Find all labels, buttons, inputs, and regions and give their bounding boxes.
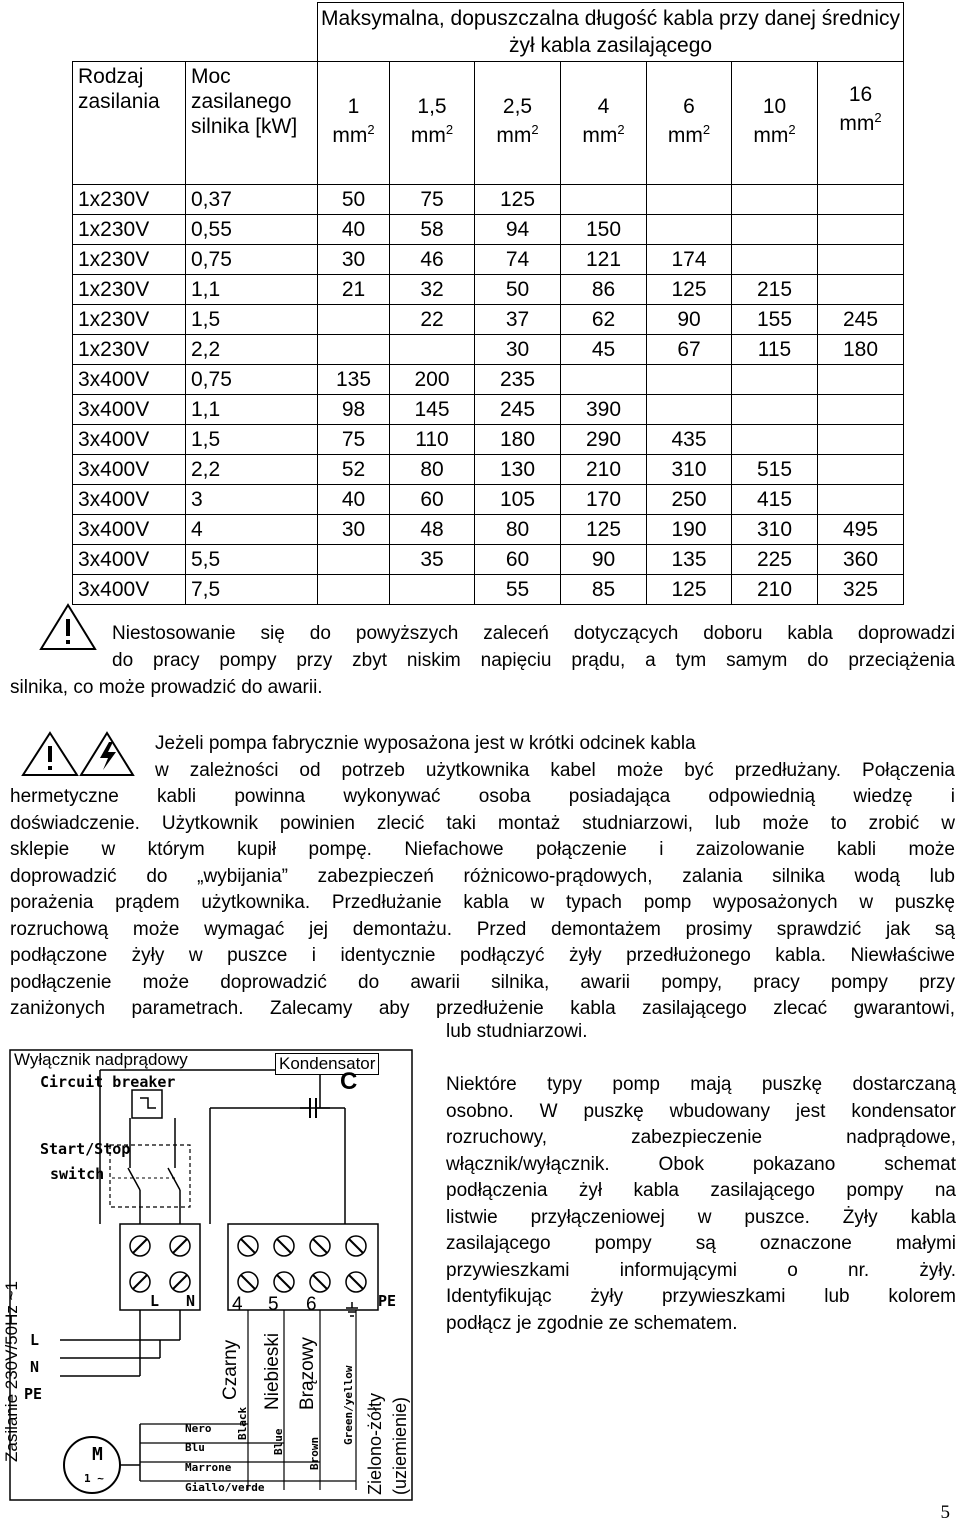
table-title: Maksymalna, dopuszczalna długość kabla przy danej średnicy żył kabla zasilającego: [318, 3, 904, 62]
length-cell: 250: [647, 485, 732, 515]
description-line: Identyfikując żyły przywieszkami lub kolorem: [446, 1286, 956, 1307]
length-cell: 415: [732, 485, 818, 515]
warning2-line: podłączenie może doprowadzić do awarii silnika, awarii pompy, pracy pompy przy: [10, 971, 955, 993]
wire-brown-label: Brown: [308, 1436, 321, 1470]
length-cell: 170: [561, 485, 647, 515]
length-cell: 58: [390, 215, 475, 245]
warning2-line: porażenia prądem użytkownika. Przedłużanie kabla w typach pomp wyposażonych w puszkę: [10, 892, 955, 913]
supply-cell: 3x400V: [73, 455, 186, 485]
length-cell: [818, 485, 904, 515]
length-cell: 30: [318, 245, 390, 275]
left-PE-label: PE: [24, 1385, 43, 1403]
length-cell: 90: [647, 305, 732, 335]
power-cell: 2,2: [186, 455, 318, 485]
length-cell: [818, 425, 904, 455]
col-supply-header: Rodzaj zasilania: [73, 62, 186, 185]
length-cell: 125: [647, 275, 732, 305]
length-cell: 135: [647, 545, 732, 575]
length-cell: [318, 305, 390, 335]
table-row: [73, 425, 904, 455]
description-line: rozruchowy, zabezpieczenie nadprądowe,: [446, 1127, 956, 1148]
table-row: [73, 455, 904, 485]
description-line: włącznik/wyłącznik. Obok pokazano schemat: [446, 1153, 956, 1175]
length-cell: 125: [475, 185, 561, 215]
length-cell: 86: [561, 275, 647, 305]
warning2-line: zaniżonych parametrach. Zalecamy aby przedłużenie kabla zasilającego zlecać gwarantowi,: [10, 998, 955, 1019]
breaker-symbol: [132, 1090, 162, 1118]
terminal-PE-label: PE: [378, 1292, 397, 1310]
length-cell: 235: [475, 365, 561, 395]
power-cell: 1,5: [186, 425, 318, 455]
description-line: przywieszkami informującymi o nr. żyły.: [446, 1259, 956, 1281]
capacitor-label-pl: Kondensator: [275, 1053, 379, 1075]
size-header: 16 $mm^2$: [818, 62, 904, 185]
length-cell: 98: [318, 395, 390, 425]
length-cell: 50: [318, 185, 390, 215]
length-cell: [318, 575, 390, 605]
motor-label: M: [92, 1444, 103, 1465]
length-cell: 55: [475, 575, 561, 605]
warning2-paragraph: [10, 784, 955, 1023]
color-zielono-label: Zielono-żółty: [365, 1392, 385, 1495]
power-cell: 0,75: [186, 245, 318, 275]
terminal-N-label: N: [186, 1292, 196, 1310]
length-cell: 515: [732, 455, 818, 485]
supply-cell: 3x400V: [73, 485, 186, 515]
table-row: [73, 485, 904, 515]
power-cell: 0,37: [186, 185, 318, 215]
length-cell: 94: [475, 215, 561, 245]
power-cell: 1,1: [186, 275, 318, 305]
table-row: [73, 365, 904, 395]
length-cell: 52: [318, 455, 390, 485]
supply-cell: 3x400V: [73, 395, 186, 425]
supply-cell: 3x400V: [73, 545, 186, 575]
power-cell: 1,1: [186, 395, 318, 425]
warning2-line: rozruchową może wymagać jej demontażu. Przed demontażem prosimy sprawdzić jak są: [10, 918, 955, 940]
length-cell: [561, 185, 647, 215]
wire-greenyellow-label: Green/yellow: [342, 1365, 355, 1445]
length-cell: 75: [390, 185, 475, 215]
it-nero-label: Nero: [185, 1422, 212, 1435]
size-header: 2,5 $mm^2$: [475, 62, 561, 185]
length-cell: 121: [561, 245, 647, 275]
table-row: [73, 305, 904, 335]
length-cell: [561, 365, 647, 395]
capacitor-symbol-label: C: [340, 1068, 358, 1095]
length-cell: [647, 365, 732, 395]
length-cell: 22: [390, 305, 475, 335]
length-cell: [818, 215, 904, 245]
supply-cell: 1x230V: [73, 305, 186, 335]
length-cell: 30: [475, 335, 561, 365]
color-brazowy-label: Brązowy: [297, 1337, 318, 1410]
length-cell: 245: [475, 395, 561, 425]
electric-shock-icon: [78, 730, 136, 778]
length-cell: 245: [818, 305, 904, 335]
length-cell: 125: [647, 575, 732, 605]
length-cell: [390, 335, 475, 365]
length-cell: [818, 455, 904, 485]
supply-cell: 1x230V: [73, 275, 186, 305]
length-cell: 435: [647, 425, 732, 455]
length-cell: [647, 215, 732, 245]
supply-cell: 3x400V: [73, 425, 186, 455]
table-row: [73, 515, 904, 545]
length-cell: 105: [475, 485, 561, 515]
length-cell: 30: [318, 515, 390, 545]
length-cell: 145: [390, 395, 475, 425]
length-cell: 80: [475, 515, 561, 545]
length-cell: [390, 575, 475, 605]
length-cell: [732, 215, 818, 245]
length-cell: 135: [318, 365, 390, 395]
warning-triangle-icon: [20, 730, 80, 778]
length-cell: [818, 395, 904, 425]
description-line: zasilającego pompy są oznaczone małymi: [446, 1233, 956, 1254]
warning2-line: lub studniarzowi.: [446, 1021, 588, 1042]
table-row: [73, 395, 904, 425]
wire-black-label: Black: [236, 1406, 249, 1440]
length-cell: 495: [818, 515, 904, 545]
pump-box-description: [446, 1072, 956, 1337]
breaker-label-en: Circuit breaker: [40, 1073, 176, 1091]
length-cell: 155: [732, 305, 818, 335]
length-cell: 110: [390, 425, 475, 455]
description-line: osobno. W puszkę wbudowany jest kondensator: [446, 1100, 956, 1122]
warning2-line: doprowadzić do „wybijania” zabezpieczeń różnicowo-prądowych, zalania silnika wodą lub: [10, 865, 955, 887]
length-cell: 310: [732, 515, 818, 545]
power-cell: 7,5: [186, 575, 318, 605]
supply-cell: 1x230V: [73, 215, 186, 245]
table-row: [73, 185, 904, 215]
length-cell: 45: [561, 335, 647, 365]
length-cell: 125: [561, 515, 647, 545]
table-body: [73, 185, 904, 605]
length-cell: 150: [561, 215, 647, 245]
power-cell: 3: [186, 485, 318, 515]
description-line: listwie przyłączeniowej w puszce. Żyły kabla: [446, 1206, 956, 1228]
terminal-6-label: 6: [306, 1294, 317, 1315]
length-cell: 310: [647, 455, 732, 485]
wire-blue-label: Blue: [272, 1428, 285, 1455]
left-L-label: L: [30, 1331, 40, 1349]
table-row: [73, 245, 904, 275]
length-cell: 74: [475, 245, 561, 275]
length-cell: 325: [818, 575, 904, 605]
description-line: podłącz je zgodnie ze schematem.: [446, 1312, 738, 1334]
table-row: [73, 335, 904, 365]
length-cell: 210: [732, 575, 818, 605]
length-cell: 115: [732, 335, 818, 365]
length-cell: 390: [561, 395, 647, 425]
length-cell: 37: [475, 305, 561, 335]
size-header: 4 $mm^2$: [561, 62, 647, 185]
cable-length-table: [72, 2, 904, 605]
length-cell: 180: [818, 335, 904, 365]
power-cell: 0,55: [186, 215, 318, 245]
terminal-5-label: 5: [268, 1294, 279, 1315]
supply-cell: 3x400V: [73, 575, 186, 605]
length-cell: 62: [561, 305, 647, 335]
size-header: 1 $mm^2$: [318, 62, 390, 185]
power-cell: 4: [186, 515, 318, 545]
supply-cell: 1x230V: [73, 245, 186, 275]
description-line: podłączenia żył kabla zasilającego pompy na: [446, 1180, 956, 1201]
length-cell: 21: [318, 275, 390, 305]
size-header: 1,5 $mm^2$: [390, 62, 475, 185]
warning2-line: sklepie w którym kupił pompę. Niefachowe połączenie i zaizolowanie kabli może: [10, 839, 955, 860]
description-line: Niektóre typy pomp mają puszkę dostarczaną: [446, 1074, 956, 1095]
warning2-line: doświadczenie. Użytkownik powinien zlecić taki montaż studniarzowi, lub może to zrobić w: [10, 812, 955, 834]
length-cell: 290: [561, 425, 647, 455]
length-cell: 215: [732, 275, 818, 305]
length-cell: 200: [390, 365, 475, 395]
length-cell: 67: [647, 335, 732, 365]
col-power-header: Moc zasilanego silnika [kW]: [186, 62, 318, 185]
supply-cell: 1x230V: [73, 335, 186, 365]
length-cell: 40: [318, 485, 390, 515]
switch-label-2: switch: [50, 1165, 105, 1183]
length-cell: [732, 245, 818, 275]
size-header: 10 $mm^2$: [732, 62, 818, 185]
terminal-L-label: L: [150, 1292, 160, 1310]
table-row: [73, 545, 904, 575]
length-cell: 50: [475, 275, 561, 305]
length-cell: [318, 545, 390, 575]
supply-cell: 1x230V: [73, 185, 186, 215]
length-cell: 85: [561, 575, 647, 605]
length-cell: 35: [390, 545, 475, 575]
color-czarny-label: Czarny: [220, 1339, 241, 1400]
size-header: 6 $mm^2$: [647, 62, 732, 185]
length-cell: 360: [818, 545, 904, 575]
color-niebieski-label: Niebieski: [262, 1332, 283, 1410]
length-cell: [318, 335, 390, 365]
length-cell: [818, 185, 904, 215]
left-N-label: N: [30, 1358, 40, 1376]
table-row: [73, 275, 904, 305]
color-uziemienie-label: (uziemienie): [390, 1396, 410, 1495]
length-cell: [818, 275, 904, 305]
motor-sub-label: 1 ~: [84, 1472, 104, 1485]
warning2-line: Jeżeli pompa fabrycznie wyposażona jest w krótki odcinek kabla: [155, 733, 696, 754]
supply-cell: 3x400V: [73, 365, 186, 395]
length-cell: 130: [475, 455, 561, 485]
breaker-label-pl: Wyłącznik nadprądowy: [14, 1050, 188, 1069]
length-cell: [732, 425, 818, 455]
length-cell: 40: [318, 215, 390, 245]
it-blu-label: Blu: [185, 1441, 205, 1454]
power-cell: 0,75: [186, 365, 318, 395]
terminal-4-label: 4: [232, 1294, 243, 1315]
warning1-line: Niestosowanie się do powyższych zaleceń dotyczących doboru kabla doprowadzi: [112, 623, 955, 644]
warning2-line: podłączone żyły w puszce i identycznie podłączyć żyły przedłużonego kabla. Niewłaściwe: [10, 945, 955, 966]
supply-label: Zasilanie 230V/50Hz ~1: [2, 1281, 21, 1462]
table-row: [73, 575, 904, 605]
power-cell: 1,5: [186, 305, 318, 335]
length-cell: 32: [390, 275, 475, 305]
supply-cell: 3x400V: [73, 515, 186, 545]
length-cell: 174: [647, 245, 732, 275]
length-cell: [818, 365, 904, 395]
length-cell: 90: [561, 545, 647, 575]
power-cell: 2,2: [186, 335, 318, 365]
warning1-line: silnika, co może prowadzić do awarii.: [10, 677, 323, 698]
warning2-line: w zależności od potrzeb użytkownika kabel może być przedłużany. Połączenia: [155, 760, 955, 781]
power-cell: 5,5: [186, 545, 318, 575]
length-cell: 190: [647, 515, 732, 545]
warning1-line: do pracy pompy przy zbyt niskim napięciu prądu, a tym samym do przeciążenia: [112, 650, 955, 671]
length-cell: 48: [390, 515, 475, 545]
length-cell: [732, 185, 818, 215]
warning2-line: hermetyczne kabli powinna wykonywać osoba posiadająca odpowiednią wiedzę i: [10, 786, 955, 807]
length-cell: [647, 185, 732, 215]
table-row: [73, 215, 904, 245]
it-giallo-label: Giallo/verde: [185, 1481, 265, 1494]
length-cell: 210: [561, 455, 647, 485]
length-cell: 180: [475, 425, 561, 455]
length-cell: [732, 395, 818, 425]
length-cell: 75: [318, 425, 390, 455]
length-cell: 60: [390, 485, 475, 515]
warning-triangle-icon: [38, 602, 98, 652]
length-cell: [732, 365, 818, 395]
length-cell: [647, 395, 732, 425]
length-cell: 60: [475, 545, 561, 575]
length-cell: 225: [732, 545, 818, 575]
it-marrone-label: Marrone: [185, 1461, 232, 1474]
length-cell: [818, 245, 904, 275]
page-number: 5: [940, 1502, 950, 1523]
length-cell: 80: [390, 455, 475, 485]
switch-label-1: Start/Stop: [40, 1140, 131, 1158]
length-cell: 46: [390, 245, 475, 275]
